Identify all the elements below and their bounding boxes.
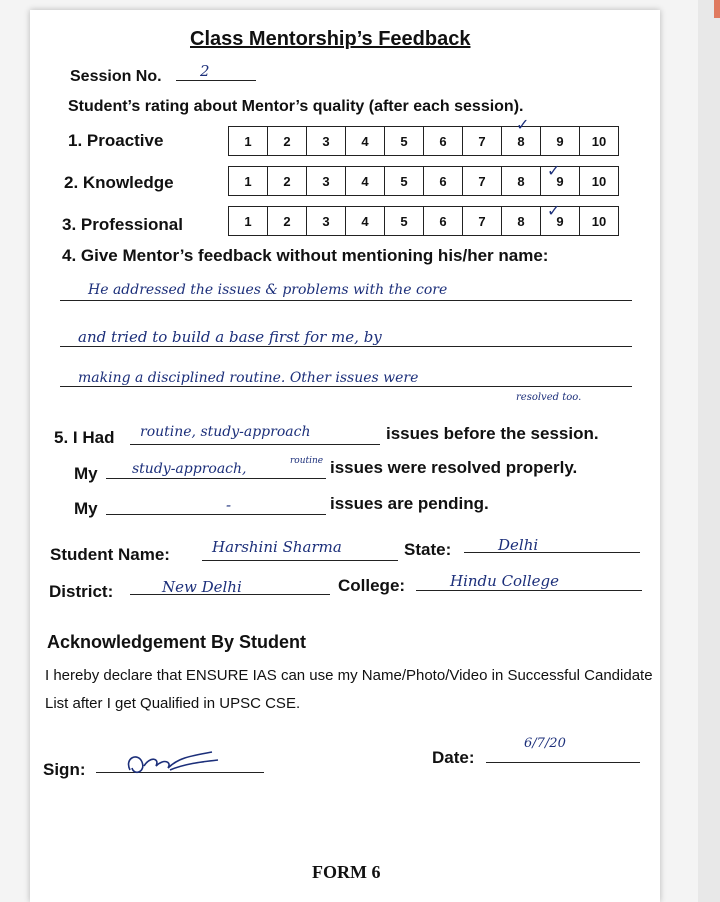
rating-cell-number: 7 — [478, 133, 486, 149]
rating-cell[interactable] — [463, 127, 502, 156]
rating-cell[interactable] — [424, 167, 463, 196]
rating-label-proactive: 1. Proactive — [68, 131, 164, 150]
rating-cell-number: 7 — [478, 213, 486, 229]
rating-cell-number: 4 — [361, 173, 369, 189]
q4-answer-continuation[interactable]: resolved too. — [516, 392, 582, 403]
rating-cell[interactable] — [502, 207, 541, 236]
rating-cell[interactable] — [346, 127, 385, 156]
rating-cell[interactable] — [385, 127, 424, 156]
check-mark-icon: ✓ — [547, 201, 561, 220]
rating-scale-knowledge — [228, 161, 619, 196]
rating-scale-proactive — [228, 115, 619, 156]
q5-resolved-prefix: My — [74, 464, 98, 483]
session-label: Session No. — [70, 68, 162, 85]
rating-label-knowledge: 2. Knowledge — [64, 173, 174, 192]
rating-cell[interactable] — [268, 127, 307, 156]
q5-resolved-suffix: issues were resolved properly. — [330, 458, 578, 477]
college-line — [416, 590, 642, 591]
q5-pending-value[interactable]: - — [226, 496, 232, 514]
q4-label: 4. Give Mentor’s feedback without mentioning his/her name: — [62, 246, 549, 265]
rating-cell-number: 2 — [283, 133, 291, 149]
rating-cell[interactable] — [346, 167, 385, 196]
rating-cell-number: 3 — [322, 213, 330, 229]
rating-cell[interactable] — [385, 207, 424, 236]
rating-cell[interactable] — [385, 167, 424, 196]
rating-cell-number: 7 — [478, 173, 486, 189]
district-label: District: — [49, 582, 114, 601]
state-label: State: — [404, 540, 452, 559]
q4-line-3 — [60, 386, 632, 387]
q4-line-2 — [60, 346, 632, 347]
q4-line-1 — [60, 300, 632, 301]
check-mark-icon: ✓ — [516, 115, 530, 134]
rating-cell-number: 5 — [400, 173, 408, 189]
rating-scale-professional — [228, 201, 619, 236]
q5-had-value[interactable]: routine, study-approach — [140, 424, 311, 440]
date-line — [486, 762, 640, 763]
rating-cell-number: 9 — [556, 133, 564, 149]
q5-had-line — [130, 444, 380, 445]
state-line — [464, 552, 640, 553]
district-value[interactable]: New Delhi — [162, 578, 242, 596]
rating-cell[interactable] — [346, 207, 385, 236]
rating-cell[interactable] — [463, 207, 502, 236]
q5-pending-prefix: My — [74, 499, 98, 518]
rating-cell-number: 1 — [244, 173, 252, 189]
date-value[interactable]: 6/7/20 — [524, 736, 566, 751]
college-value[interactable]: Hindu College — [450, 572, 560, 590]
q4-answer-line-1[interactable]: He addressed the issues & problems with the core — [88, 282, 448, 298]
rating-cell[interactable] — [541, 127, 580, 156]
rating-cell-number: 8 — [517, 173, 525, 189]
date-label: Date: — [432, 748, 475, 767]
rating-cell[interactable] — [541, 161, 580, 196]
rating-cell-number: 3 — [322, 173, 330, 189]
rating-cell[interactable] — [229, 207, 268, 236]
rating-cell-number: 1 — [244, 133, 252, 149]
rating-cell-number: 5 — [400, 213, 408, 229]
rating-label-professional: 3. Professional — [62, 215, 183, 234]
rating-cell[interactable] — [307, 167, 346, 196]
rating-cell[interactable] — [541, 201, 580, 236]
rating-cell[interactable] — [307, 207, 346, 236]
student-name-label: Student Name: — [50, 545, 170, 564]
rating-cell[interactable] — [424, 207, 463, 236]
session-line — [176, 80, 256, 81]
rating-cell-number: 4 — [361, 213, 369, 229]
rating-cell[interactable] — [580, 207, 619, 236]
rating-cell-number: 6 — [439, 213, 447, 229]
rating-cell[interactable] — [502, 167, 541, 196]
q5-had-suffix: issues before the session. — [386, 424, 599, 443]
rating-cell-number: 2 — [283, 213, 291, 229]
rating-cell-number: 5 — [400, 133, 408, 149]
acknowledgement-text: I hereby declare that ENSURE IAS can use my Name/Photo/Video in Successful Candidate List after I get Qualified in UPSC CSE. — [45, 667, 653, 712]
adjacent-page-edge — [698, 0, 720, 902]
accent-mark — [714, 0, 720, 18]
rating-cell[interactable] — [502, 115, 541, 156]
acknowledgement-heading: Acknowledgement By Student — [47, 632, 307, 652]
rating-cell[interactable] — [580, 127, 619, 156]
signature-scribble — [120, 748, 230, 782]
rating-cell-number: 8 — [517, 213, 525, 229]
session-value[interactable]: 2 — [200, 62, 210, 80]
rating-cell-number: 10 — [591, 173, 607, 189]
rating-cell-number: 6 — [439, 173, 447, 189]
rating-cell-number: 9 — [556, 173, 564, 189]
rating-cell[interactable] — [229, 127, 268, 156]
rating-cell[interactable] — [463, 167, 502, 196]
check-mark-icon: ✓ — [547, 161, 561, 180]
rating-cell[interactable] — [268, 207, 307, 236]
sign-label: Sign: — [43, 760, 86, 779]
rating-cell-number: 9 — [556, 213, 564, 229]
college-label: College: — [338, 576, 406, 595]
q5-resolved-insert[interactable]: routine — [290, 456, 324, 466]
q5-had-prefix: 5. I Had — [54, 428, 115, 447]
student-name-value[interactable]: Harshini Sharma — [212, 538, 342, 556]
rating-cell-number: 8 — [517, 133, 525, 149]
form-title: Class Mentorship’s Feedback — [190, 28, 471, 50]
rating-cell[interactable] — [307, 127, 346, 156]
student-name-line — [202, 560, 398, 561]
rating-cell-number: 2 — [283, 173, 291, 189]
rating-heading: Student’s rating about Mentor’s quality (after each session). — [68, 98, 524, 115]
rating-cell[interactable] — [424, 127, 463, 156]
q4-answer-line-2[interactable]: and tried to build a base first for me, by — [78, 328, 382, 346]
q5-pending-suffix: issues are pending. — [330, 494, 489, 513]
rating-cell-number: 10 — [591, 133, 607, 149]
rating-cell-number: 1 — [244, 213, 252, 229]
q5-pending-line — [106, 514, 326, 515]
rating-cell-number: 3 — [322, 133, 330, 149]
q5-resolved-value[interactable]: study-approach, — [132, 461, 247, 477]
q4-answer-line-3[interactable]: making a disciplined routine. Other issues were — [78, 370, 419, 386]
rating-cell-number: 6 — [439, 133, 447, 149]
q5-resolved-line — [106, 478, 326, 479]
form-number: FORM 6 — [312, 862, 381, 882]
state-value[interactable]: Delhi — [498, 536, 539, 554]
rating-cell-number: 10 — [591, 213, 607, 229]
rating-cell[interactable] — [229, 167, 268, 196]
rating-cell[interactable] — [268, 167, 307, 196]
rating-cell[interactable] — [580, 167, 619, 196]
rating-cell-number: 4 — [361, 133, 369, 149]
